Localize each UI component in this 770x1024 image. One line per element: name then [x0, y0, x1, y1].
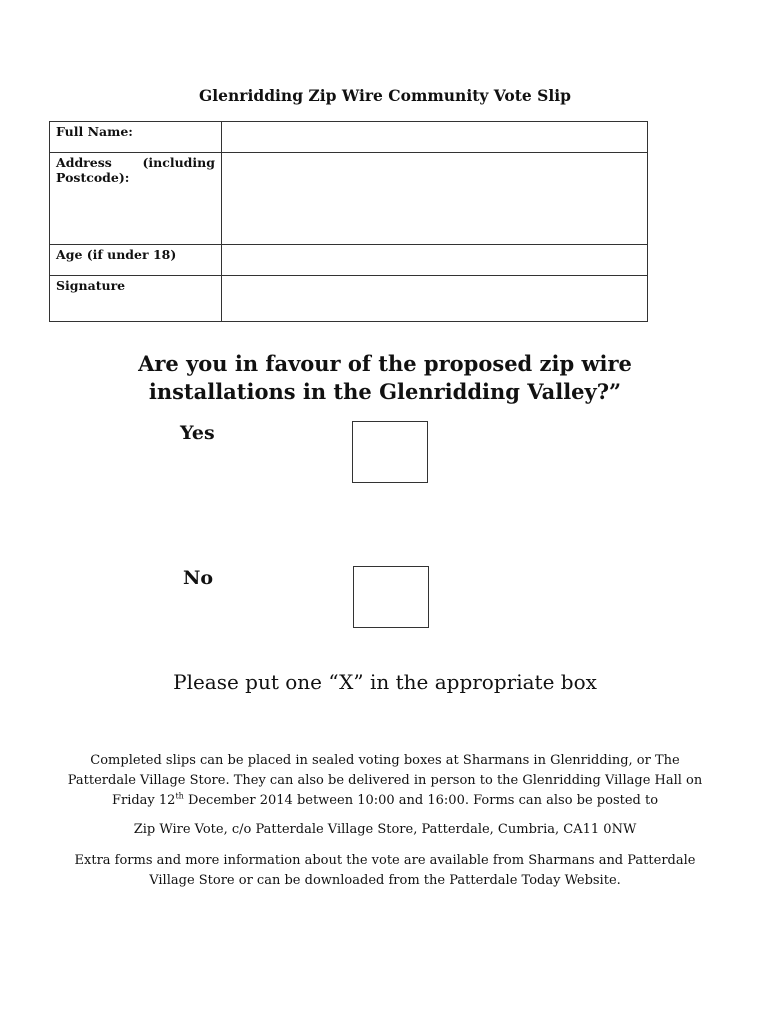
vote-question-line2: installations in the Glenridding Valley?” — [148, 379, 622, 404]
footer-paragraph-delivery — [50, 751, 720, 811]
page-title: Glenridding Zip Wire Community Vote Slip — [199, 86, 571, 105]
footer-paragraph-info — [50, 851, 720, 891]
footer-delivery-line1: Completed slips can be placed in sealed voting boxes at Sharmans in Glenridding, or The — [90, 753, 680, 768]
footer-date-suffix: th — [175, 791, 184, 801]
footer-date-prefix: Friday 12 — [111, 793, 176, 808]
address-label-line1: Address (including — [56, 155, 215, 170]
signature-label: Signature — [50, 276, 222, 322]
footer-delivery-line3 — [50, 791, 720, 811]
footer-date-rest: December 2014 between 10:00 and 16:00. Forms can also be posted to — [183, 793, 659, 808]
no-checkbox[interactable] — [353, 566, 429, 628]
age-field[interactable] — [222, 245, 648, 276]
full-name-row — [50, 122, 648, 153]
address-field[interactable] — [222, 153, 648, 245]
age-row — [50, 245, 648, 276]
address-label-line2: Postcode): — [56, 170, 130, 185]
address-row — [50, 153, 648, 245]
instruction-text: Please put one “X” in the appropriate box — [173, 670, 597, 694]
yes-label: Yes — [180, 422, 215, 444]
footer-info-line1: Extra forms and more information about the vote are available from Sharmans and Patterdale — [74, 853, 696, 868]
footer-info-line2: Village Store or can be downloaded from the Patterdale Today Website. — [149, 873, 621, 888]
full-name-label: Full Name: — [50, 122, 222, 153]
vote-question — [0, 350, 770, 406]
yes-checkbox[interactable] — [352, 421, 428, 483]
age-label: Age (if under 18) — [50, 245, 222, 276]
signature-row — [50, 276, 648, 322]
no-label: No — [183, 567, 214, 589]
signature-field[interactable] — [222, 276, 648, 322]
full-name-field[interactable] — [222, 122, 648, 153]
footer-postal-address: Zip Wire Vote, c/o Patterdale Village Store, Patterdale, Cumbria, CA11 0NW — [133, 822, 637, 837]
footer-delivery-line2: Patterdale Village Store. They can also be delivered in person to the Glenridding Village Hall on — [67, 773, 703, 788]
vote-question-line1: Are you in favour of the proposed zip wire — [138, 351, 632, 376]
details-form-table — [49, 121, 648, 322]
address-label — [50, 153, 222, 245]
